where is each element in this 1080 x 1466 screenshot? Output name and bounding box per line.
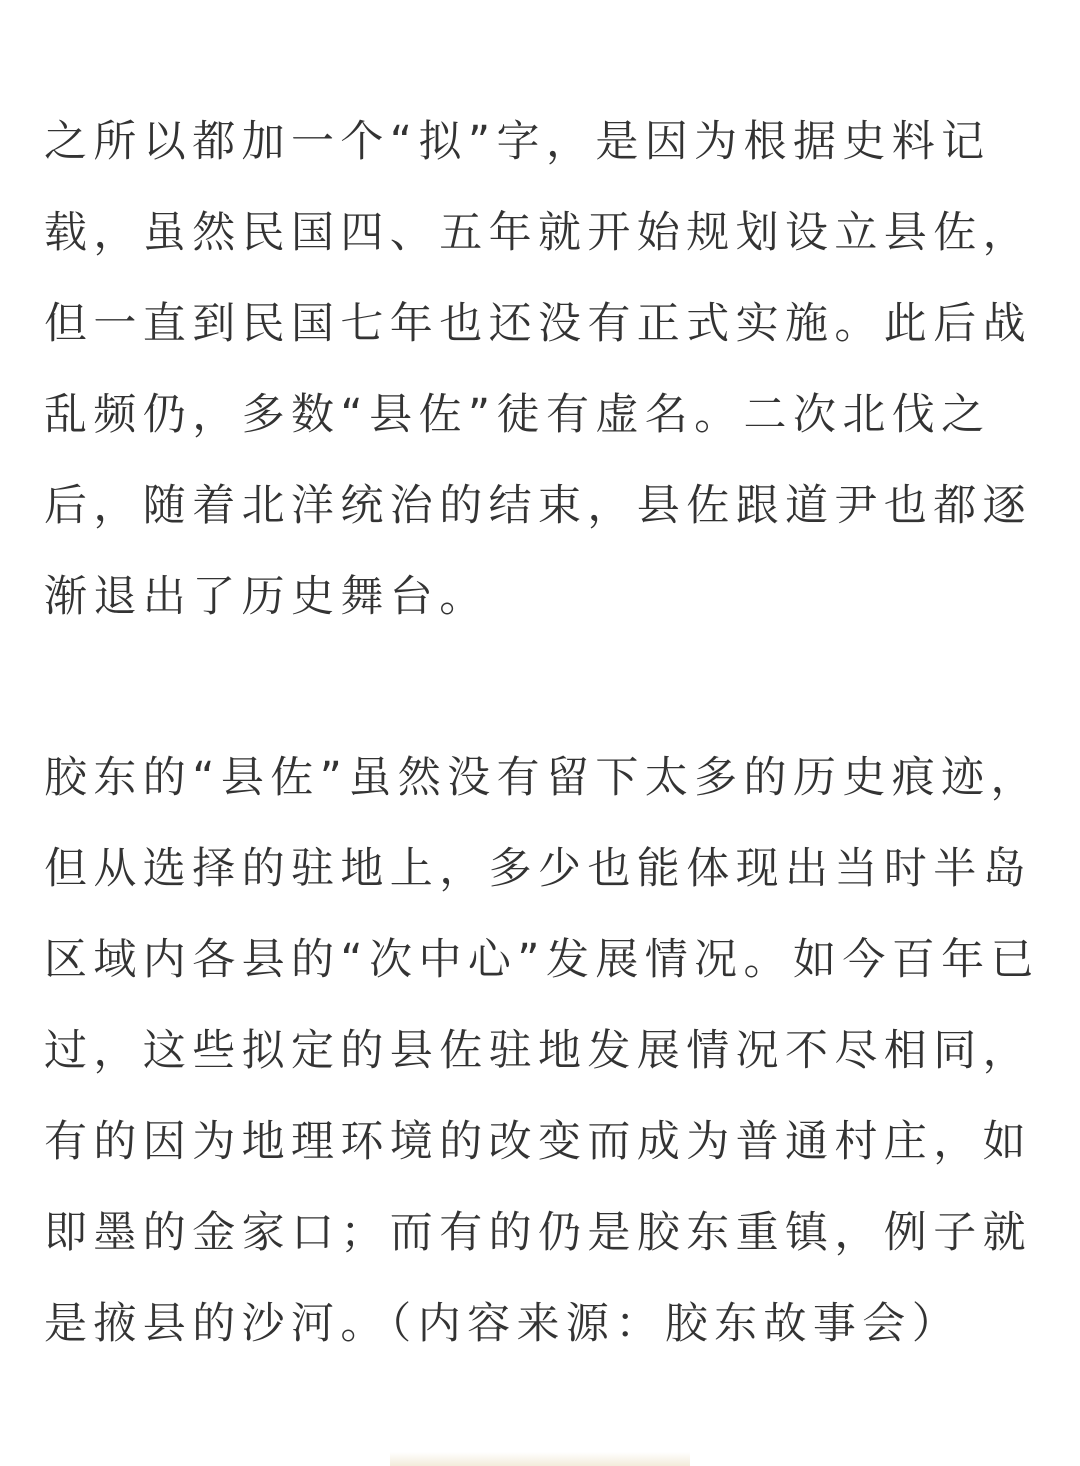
text-line: 过，这些拟定的县佐驻地发展情况不尽相同， (44, 1026, 1032, 1076)
text-line: 渐退出了历史舞台。 (44, 572, 489, 622)
text-line: 但一直到民国七年也还没有正式实施。此后战 (44, 299, 1032, 349)
text-line: 区域内各县的“次中心”发展情况。如今百年已 (44, 935, 1040, 985)
text-line: 乱频仍，多数“县佐”徒有虚名。二次北伐之 (44, 390, 991, 440)
text-line: 即墨的金家口；而有的仍是胶东重镇，例子就 (44, 1208, 1032, 1258)
text-line: 之所以都加一个“拟”字，是因为根据史料记 (44, 117, 991, 167)
next-image-edge (390, 1452, 690, 1466)
text-line: 但从选择的驻地上，多少也能体现出当时半岛 (44, 844, 1032, 894)
text-line: 有的因为地理环境的改变而成为普通村庄，如 (44, 1117, 1032, 1167)
text-line: 是掖县的沙河。（内容来源：胶东故事会） (44, 1299, 962, 1349)
text-line: 载，虽然民国四、五年就开始规划设立县佐， (44, 208, 1032, 258)
text-line: 后，随着北洋统治的结束，县佐跟道尹也都逐 (44, 481, 1032, 531)
text-line: 胶东的“县佐”虽然没有留下太多的历史痕迹， (44, 753, 1040, 803)
paragraph-2 (44, 733, 1044, 1370)
paragraph-1 (44, 97, 1044, 643)
